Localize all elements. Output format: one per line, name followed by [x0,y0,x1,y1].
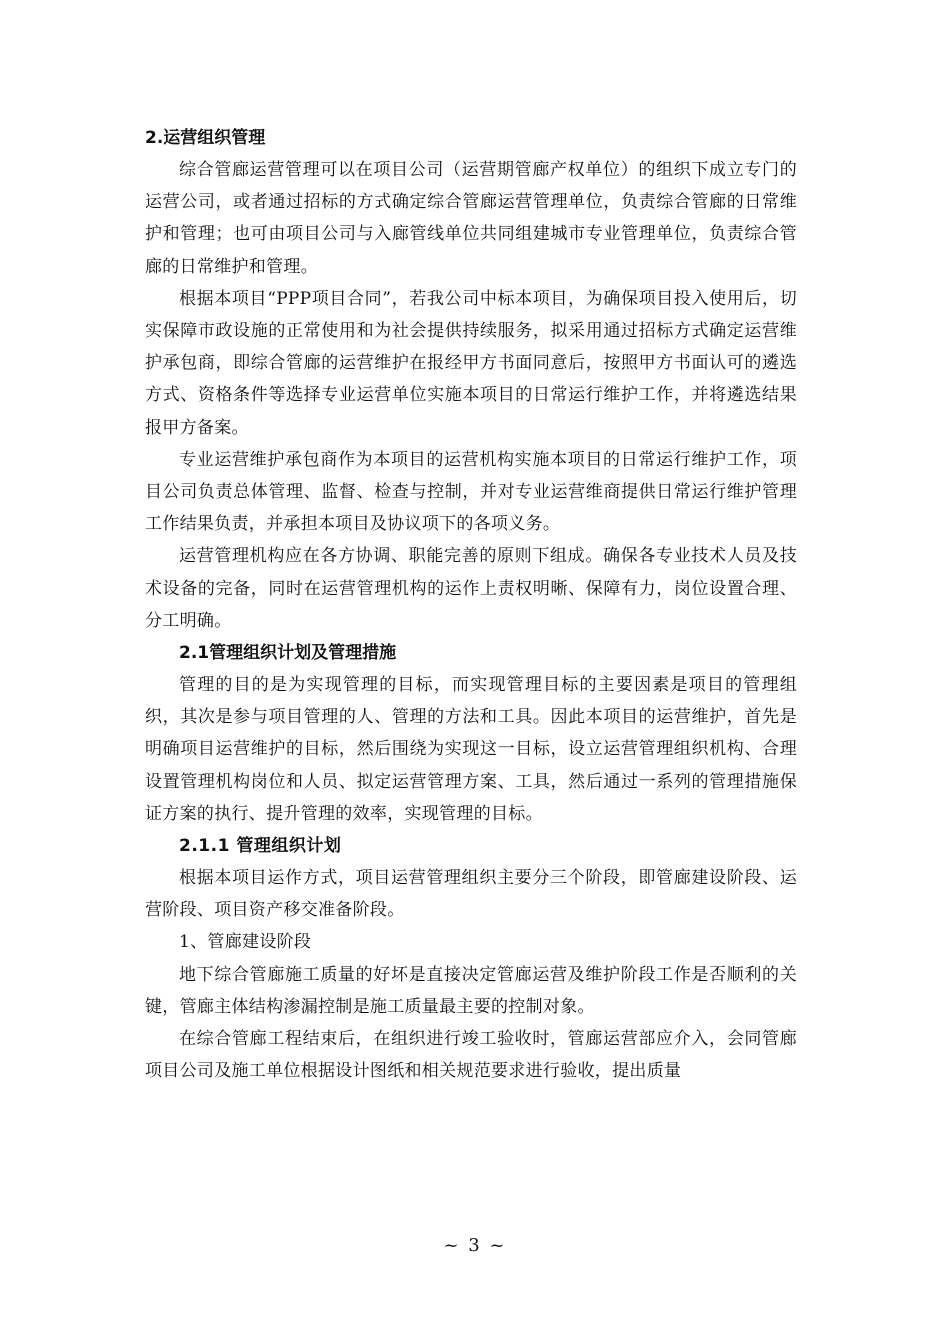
paragraph-management-goal: 管理的目的是为实现管理的目标，而实现管理目标的主要因素是项目的管理组织，其次是参与项目管理的人、管理的方法和工具。因此本项目的运营维护，首先是明确项目运营维护的目标，然后围绕为实现这一目标，设立运营管理组织机构、合理设置管理机构岗位和人员、拟定运营管理方案、工具，然后通过一系列的管理措施保证方案的执行、提升管理的效率，实现管理的目标。 [145,675,797,824]
page-body [145,122,797,1087]
paragraph-management-body: 运营管理机构应在各方协调、职能完善的原则下组成。确保各专业技术人员及技术设备的完备，同时在运营管理机构的运作上责权明晰、保障有力，岗位设置合理、分工明确。 [145,546,797,631]
page-number: ~ 3 ~ [443,1235,507,1256]
paragraph-three-stages: 根据本项目运作方式，项目运营管理组织主要分三个阶段，即管廊建设阶段、运营阶段、项目资产移交准备阶段。 [145,868,797,921]
section-heading-2-1: 2.1管理组织计划及管理措施 [179,643,397,664]
paragraph-operation-management: 综合管廊运营管理可以在项目公司（运营期管廊产权单位）的组织下成立专门的运营公司，或者通过招标的方式确定综合管廊运营管理单位，负责综合管廊的日常维护和管理；也可由项目公司与入廊管线单位共同组建城市专业管理单位，负责综合管廊的日常维护和管理。 [145,160,797,277]
paragraph-construction-quality: 地下综合管廊施工质量的好坏是直接决定管廊运营及维护阶段工作是否顺利的关键，管廊主体结构渗漏控制是施工质量最主要的控制对象。 [145,964,797,1017]
section-heading-2-1-1: 2.1.1 管理组织计划 [179,836,342,857]
paragraph-acceptance: 在综合管廊工程结束后，在组织进行竣工验收时，管廊运营部应介入，会同管廊项目公司及施工单位根据设计图纸和相关规范要求进行验收，提出质量 [145,1029,797,1082]
list-item-construction-stage: 1、管廊建设阶段 [179,932,312,953]
paragraph-ppp-contract: 根据本项目“PPP项目合同”，若我公司中标本项目，为确保项目投入使用后，切实保障市政设施的正常使用和为社会提供持续服务，拟采用通过招标方式确定运营维护承包商，即综合管廊的运营维护在报经甲方书面同意后，按照甲方书面认可的遴选方式、资格条件等选择专业运营单位实施本项目的日常运行维护工作，并将遴选结果报甲方备案。 [145,288,797,438]
section-heading-2: 2.运营组织管理 [145,128,266,148]
paragraph-contractor-duties: 专业运营维护承包商作为本项目的运营机构实施本项目的日常运行维护工作，项目公司负责总体管理、监督、检查与控制，并对专业运营维商提供日常运行维护管理工作结果负责，并承担本项目及协议项下的各项义务。 [145,449,797,535]
